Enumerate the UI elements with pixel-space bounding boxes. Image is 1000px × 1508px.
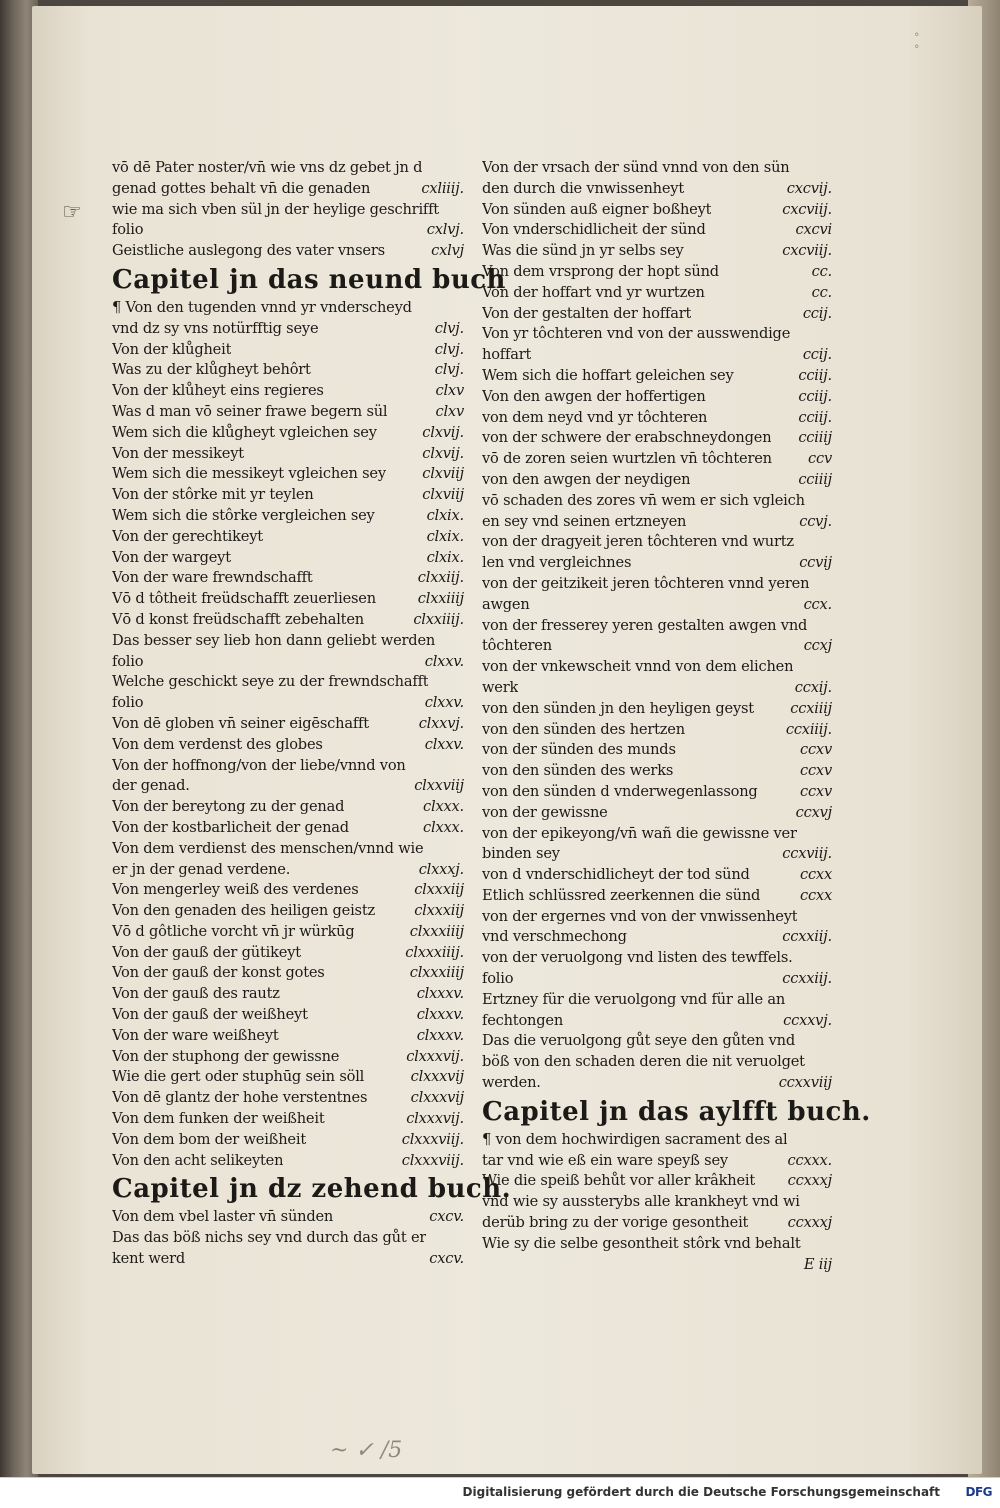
- folio-number: clvj.: [434, 340, 464, 358]
- entry-title: Von der hoffart vnd yr wurtzen: [482, 283, 705, 301]
- entry-title: Wem sich die hoffart geleichen sey: [482, 366, 734, 384]
- chapter-heading: Capitel jn das aylfft buch.: [482, 1096, 871, 1127]
- index-entry: [482, 387, 832, 408]
- index-entry: [482, 241, 832, 262]
- chapter-heading: Capitel jn das neund buch: [112, 264, 506, 295]
- entry-title: hoffart: [482, 346, 532, 364]
- folio-number: cxcv.: [429, 1250, 464, 1268]
- index-entry: [482, 948, 832, 969]
- entry-title: Von dem verdienst des menschen/vnnd wie: [112, 839, 424, 857]
- manicule-icon: ☞: [62, 200, 82, 225]
- entry-title: von der fresserey yeren gestalten awgen vnd: [482, 616, 808, 634]
- entry-title: von den awgen der neydigen: [482, 470, 691, 488]
- index-entry: [112, 158, 464, 179]
- entry-title: er jn der genad verdene.: [112, 860, 291, 878]
- entry-title: Von yr tôchteren vnd von der ausswendige: [482, 325, 791, 343]
- folio-number: cciij.: [798, 366, 832, 384]
- entry-title: vō dē Pater noster/vn̄ wie vns dz gebet jn d: [112, 159, 423, 176]
- index-entry: [482, 1171, 832, 1192]
- entry-title: tôchteren: [482, 637, 552, 655]
- index-entry: [112, 1130, 464, 1151]
- entry-title: Das die veruolgong gůt seye den gůten vnd: [482, 1032, 796, 1050]
- index-entry: [112, 402, 464, 423]
- index-entry: [482, 304, 832, 325]
- index-entry: [482, 470, 832, 491]
- entry-title: Von dem vbel laster vn̄ sünden: [112, 1208, 334, 1226]
- entry-title: Ertzney für die veruolgong vnd für alle an: [482, 990, 786, 1008]
- index-entry: [482, 1192, 832, 1213]
- entry-title: Von der klůheyt eins regieres: [112, 382, 324, 400]
- folio-number: clxxiiij: [417, 590, 464, 608]
- index-entry: [112, 568, 464, 589]
- index-entry: [482, 1151, 832, 1172]
- folio-number: clvj.: [434, 361, 464, 379]
- folio-number: ccxv: [799, 782, 832, 800]
- entry-title: vnd wie sy aussterybs alle krankheyt vnd wi: [482, 1193, 800, 1211]
- entry-title: Das besser sey lieb hon dann geliebt werden: [112, 631, 436, 649]
- folio-number: ccxvj: [795, 803, 832, 821]
- index-entry: [112, 860, 464, 881]
- entry-title: Von der ware frewndschafft: [112, 569, 313, 587]
- folio-number: clxix.: [426, 506, 464, 524]
- index-entry: [112, 506, 464, 527]
- entry-title: von den sünden jn den heyligen geyst: [482, 699, 754, 717]
- index-entry: [112, 179, 464, 200]
- folio-number: ccxviij.: [782, 845, 832, 863]
- folio-number: ccxxxj: [787, 1172, 832, 1190]
- index-entry: [482, 449, 832, 470]
- entry-title: Von der vrsach der sünd vnnd von den sün: [482, 159, 790, 176]
- folio-number: clxviij: [422, 486, 464, 504]
- folio-number: clxviij: [422, 465, 464, 483]
- entry-title: Vō d gôtliche vorcht vn̄ jr würkūg: [112, 922, 355, 940]
- entry-title: Von der wargeyt: [112, 548, 231, 566]
- folio-number: clxxxiij: [414, 881, 464, 899]
- index-entry: [112, 1109, 464, 1130]
- entry-title: Von den awgen der hoffertigen: [482, 387, 706, 405]
- folio-number: ccxx: [799, 866, 832, 884]
- index-entry: [482, 158, 832, 179]
- entry-title: en sey vnd seinen ertzneyen: [482, 512, 687, 530]
- folio-number: ccvj.: [799, 512, 832, 530]
- folio-number: clxxx.: [423, 798, 464, 816]
- entry-title: Wem sich die stôrke vergleichen sey: [112, 506, 375, 524]
- entry-title: von der dragyeit jeren tôchteren vnd wurtz: [482, 533, 794, 551]
- index-entry: [482, 1213, 832, 1234]
- entry-title: Wem sich die messikeyt vgleichen sey: [112, 465, 386, 483]
- margin-note: ° °: [914, 31, 920, 56]
- entry-title: Was d man vō seiner frawe begern sül: [112, 402, 388, 420]
- folio-number: clxxxvij: [410, 1068, 464, 1086]
- entry-title: Von der klůgheit: [112, 340, 232, 358]
- index-entry: [482, 220, 832, 241]
- entry-title: Was die sünd jn yr selbs sey: [482, 242, 684, 260]
- entry-title: Von der bereytong zu der genad: [112, 798, 345, 816]
- entry-title: Vō d konst freüdschafft zebehalten: [112, 610, 364, 628]
- entry-title: von der vnkewscheit vnnd von dem elichen: [482, 658, 794, 676]
- entry-title: Von der gauß der weißheyt: [112, 1006, 308, 1024]
- index-entry: [112, 839, 464, 860]
- folio-number: clxxxvij: [410, 1089, 464, 1107]
- index-entry: [112, 1249, 464, 1270]
- entry-title: werk: [482, 678, 519, 696]
- index-entry: [112, 220, 464, 241]
- folio-number: ccxj: [803, 637, 832, 655]
- entry-title: Von der hoffnong/von der liebe/vnnd von: [112, 756, 406, 774]
- index-entry: [482, 699, 832, 720]
- entry-title: den durch die vnwissenheyt: [482, 179, 684, 197]
- index-entry: [482, 1011, 832, 1032]
- index-entry: [482, 636, 832, 657]
- entry-title: Von der stuphong der gewissne: [112, 1047, 340, 1065]
- folio-number: cciiij: [798, 470, 832, 488]
- entry-title: ¶ von dem hochwirdigen sacrament des al: [482, 1130, 788, 1148]
- folio-number: cc.: [811, 262, 832, 280]
- entry-title: werden.: [482, 1074, 541, 1092]
- index-entry: [112, 880, 464, 901]
- folio-number: ccxxiij.: [782, 970, 832, 988]
- entry-title: Von der gauß der konst gotes: [112, 964, 325, 982]
- index-entry: [482, 1255, 832, 1276]
- entry-title: von der veruolgong vnd listen des tewffels.: [482, 949, 793, 967]
- folio-number: ccxv: [799, 741, 832, 759]
- folio-number: clxxxj.: [418, 860, 464, 878]
- folio-number: clxvij.: [422, 423, 464, 441]
- entry-title: von der schwere der erabschneydongen: [482, 429, 772, 447]
- index-entry: [482, 678, 832, 699]
- entry-title: binden sey: [482, 845, 560, 863]
- entry-title: Von der stôrke mit yr teylen: [112, 486, 314, 504]
- folio-number: clxxv.: [424, 694, 464, 712]
- index-entry: [112, 901, 464, 922]
- folio-number: cciiij: [798, 429, 832, 447]
- folio-number: cxcvi: [795, 221, 832, 239]
- index-entry: [112, 1151, 464, 1172]
- folio-number: ccv: [808, 450, 832, 468]
- folio-number: E iij: [803, 1255, 832, 1273]
- folio-number: ccxxx.: [787, 1151, 832, 1169]
- index-entry: [482, 283, 832, 304]
- index-entry: [482, 969, 832, 990]
- index-entry: [112, 1228, 464, 1249]
- entry-title: folio: [112, 652, 144, 670]
- index-entry: [482, 1031, 832, 1052]
- entry-title: Von dē glantz der hohe verstentnes: [112, 1089, 368, 1107]
- index-entry: [482, 532, 832, 553]
- folio-number: ccxxiij.: [782, 928, 832, 946]
- folio-number: ccx.: [803, 595, 832, 613]
- index-entry: [482, 1052, 832, 1073]
- index-entry: [112, 1067, 464, 1088]
- entry-title: kent werd: [112, 1250, 186, 1268]
- entry-title: folio: [112, 221, 144, 239]
- folio-number: ccxxxj: [787, 1214, 832, 1232]
- entry-title: Von vnderschidlicheit der sünd: [482, 221, 706, 239]
- index-entry: [112, 381, 464, 402]
- index-entry: [482, 262, 832, 283]
- index-entry: [482, 865, 832, 886]
- chapter-heading: Capitel jn dz zehend buch.: [112, 1174, 512, 1205]
- index-entry: [482, 990, 832, 1011]
- entry-title: vō de zoren seien wurtzlen vn̄ tôchteren: [482, 450, 772, 468]
- index-entry: [482, 491, 832, 512]
- entry-title: von der geitzikeit jeren tôchteren vnnd yeren: [482, 574, 810, 592]
- folio-number: clxxxiij: [414, 902, 464, 920]
- entry-title: Von der gestalten der hoffart: [482, 304, 692, 322]
- entry-title: Von dem funken der weißheit: [112, 1110, 325, 1128]
- entry-title: Von sünden auß eigner boßheyt: [482, 200, 712, 218]
- entry-title: Von mengerley weiß des verdenes: [112, 881, 359, 899]
- entry-title: von den sünden des werks: [482, 762, 674, 780]
- entry-title: fechtongen: [482, 1011, 564, 1029]
- index-entry: [112, 610, 464, 631]
- entry-title: folio: [482, 970, 514, 988]
- index-entry: [112, 1047, 464, 1068]
- entry-title: von der sünden des munds: [482, 741, 676, 759]
- folio-number: clxxxiiij: [409, 964, 464, 982]
- entry-title: ¶ Von den tugenden vnnd yr vnderscheyd: [112, 298, 412, 316]
- index-entry: [112, 589, 464, 610]
- folio-number: ccxxviij: [778, 1074, 832, 1092]
- folio-number: ccij.: [802, 346, 832, 364]
- index-entry: [482, 1234, 832, 1255]
- entry-title: Von den acht selikeyten: [112, 1151, 284, 1169]
- folio-number: clxxxviij.: [401, 1130, 464, 1148]
- entry-title: Das das böß nichs sey vnd durch das gůt er: [112, 1229, 427, 1247]
- folio-number: clxix.: [426, 527, 464, 545]
- entry-title: Welche geschickt seye zu der frewndschafft: [112, 673, 429, 691]
- index-entry: [482, 408, 832, 429]
- index-entry: [482, 761, 832, 782]
- entry-title: Von der ware weißheyt: [112, 1026, 279, 1044]
- index-entry: [112, 984, 464, 1005]
- entry-title: Von der gauß des rautz: [112, 985, 280, 1003]
- folio-number: ccxiiij.: [785, 720, 832, 738]
- index-entry: [482, 720, 832, 741]
- index-entry: [482, 345, 832, 366]
- dfg-logo: DFG: [965, 1485, 992, 1499]
- index-entry: [112, 1005, 464, 1026]
- entry-title: vnd dz sy vns notürfftig seye: [112, 319, 319, 337]
- index-entry: [482, 907, 832, 928]
- index-entry: [482, 824, 832, 845]
- folio-number: cxcv.: [429, 1208, 464, 1226]
- index-entry: [112, 298, 464, 319]
- entry-title: Von der kostbarlicheit der genad: [112, 818, 349, 836]
- index-entry: [112, 241, 464, 262]
- index-entry: [482, 574, 832, 595]
- entry-title: von den sünden des hertzen: [482, 720, 685, 738]
- index-entry: [482, 803, 832, 824]
- footer-bar: [0, 1477, 1000, 1508]
- folio-number: clxxviij: [414, 777, 464, 795]
- entry-title: Von der gauß der gütikeyt: [112, 943, 301, 961]
- entry-title: Von dem vrsprong der hopt sünd: [482, 262, 719, 280]
- index-entry: [112, 464, 464, 485]
- index-entry: [112, 735, 464, 756]
- index-entry: [112, 943, 464, 964]
- folio-number: cxlvj: [431, 242, 464, 260]
- folio-number: clxxxvij.: [406, 1047, 464, 1065]
- index-entry: [112, 922, 464, 943]
- index-entry: [482, 1073, 832, 1094]
- index-entry: [112, 631, 464, 652]
- entry-title: Vō d tôtheit freüdschafft zeuerliesen: [112, 590, 376, 608]
- folio-number: clxxxiiij.: [405, 943, 464, 961]
- folio-number: cciij.: [798, 408, 832, 426]
- folio-number: clxix.: [426, 548, 464, 566]
- folio-number: cxcviij.: [782, 200, 832, 218]
- entry-title: Von der messikeyt: [112, 444, 244, 462]
- entry-title: Wie die gert oder stuphūg sein söll: [112, 1068, 365, 1086]
- entry-title: von der gewissne: [482, 803, 608, 821]
- index-entry: [112, 756, 464, 777]
- index-entry: [482, 1130, 832, 1151]
- folio-number: clxxx.: [423, 818, 464, 836]
- footer-credit: Digitalisierung gefördert durch die Deutsche Forschungsgemeinschaft: [462, 1485, 940, 1499]
- folio-number: clvj.: [434, 319, 464, 337]
- index-entry: [112, 1088, 464, 1109]
- index-entry: [112, 527, 464, 548]
- entry-title: Von dem bom der weißheit: [112, 1130, 306, 1148]
- entry-title: len vnd vergleichnes: [482, 554, 632, 572]
- index-entry: [112, 200, 464, 221]
- folio-number: clxxvj.: [418, 714, 464, 732]
- entry-title: von dem neyd vnd yr tôchteren: [482, 408, 708, 426]
- entry-title: Wie die speiß behůt vor aller krâkheit: [482, 1172, 756, 1190]
- entry-title: Von der gerechtikeyt: [112, 527, 263, 545]
- index-entry: [112, 797, 464, 818]
- entry-title: vnd verschmechong: [482, 928, 627, 946]
- folio-number: clxv: [435, 402, 464, 420]
- entry-title: genad gottes behalt vn̄ die genaden: [112, 179, 371, 197]
- index-entry: [112, 444, 464, 465]
- folio-number: clxxiiij.: [413, 610, 464, 628]
- entry-title: Geistliche auslegong des vater vnsers: [112, 242, 385, 260]
- folio-number: ccij.: [802, 304, 832, 322]
- index-entry: [112, 672, 464, 693]
- entry-title: wie ma sich vben sül jn der heylige geschrifft: [112, 200, 439, 218]
- entry-title: böß von den schaden deren die nit veruolget: [482, 1053, 805, 1071]
- index-entry: [482, 179, 832, 200]
- entry-title: tar vnd wie eß ein ware speyß sey: [482, 1151, 728, 1169]
- index-entry: [482, 844, 832, 865]
- index-entry: [112, 340, 464, 361]
- index-entry: [112, 693, 464, 714]
- index-entry: [112, 714, 464, 735]
- index-entry: [112, 423, 464, 444]
- index-entry: [112, 548, 464, 569]
- index-entry: [112, 319, 464, 340]
- folio-number: ccxv: [799, 762, 832, 780]
- entry-title: der genad.: [112, 777, 190, 795]
- entry-title: derüb bring zu der vorige gesontheit: [482, 1214, 749, 1232]
- index-entry: [112, 1207, 464, 1228]
- entry-title: Von den genaden des heiligen geistz: [112, 902, 375, 920]
- index-entry: [482, 200, 832, 221]
- index-entry: [112, 1026, 464, 1047]
- entry-title: vō schaden des zores vn̄ wem er sich vgleich: [482, 491, 805, 509]
- folio-number: clxxxiiij: [409, 922, 464, 940]
- index-entry: [482, 616, 832, 637]
- handwritten-scribble: ~ ✓ /5: [330, 1438, 403, 1463]
- folio-number: clxxxv.: [416, 1006, 464, 1024]
- index-entry: [112, 776, 464, 797]
- folio-number: clxxxvij.: [406, 1110, 464, 1128]
- index-entry: [482, 927, 832, 948]
- folio-number: ccvij: [799, 554, 832, 572]
- folio-number: clxxxviij.: [401, 1151, 464, 1169]
- index-entry: [482, 512, 832, 533]
- folio-number: clxxiij.: [417, 569, 464, 587]
- index-entry: [482, 740, 832, 761]
- entry-title: Was zu der klůgheyt behôrt: [112, 361, 311, 379]
- index-entry: [482, 657, 832, 678]
- entry-title: von d vnderschidlicheyt der tod sünd: [482, 866, 750, 884]
- entry-title: von der ergernes vnd von der vnwissenheyt: [482, 907, 798, 925]
- folio-number: cxlvj.: [426, 221, 464, 239]
- index-entry: [112, 360, 464, 381]
- folio-number: cciij.: [798, 387, 832, 405]
- index-entry: [112, 818, 464, 839]
- entry-title: awgen: [482, 595, 530, 613]
- index-entry: [482, 553, 832, 574]
- index-entry: [482, 595, 832, 616]
- folio-number: cxcvij.: [786, 179, 832, 197]
- folio-number: cxliiij.: [421, 179, 464, 197]
- entry-title: Wem sich die klůgheyt vgleichen sey: [112, 423, 377, 441]
- index-entry: [482, 324, 832, 345]
- entry-title: Wie sy die selbe gesontheit stôrk vnd behalt: [482, 1234, 801, 1252]
- folio-number: ccxiiij: [790, 699, 832, 717]
- index-entry: [112, 652, 464, 673]
- folio-number: ccxij.: [794, 678, 832, 696]
- entry-title: von der epikeyong/vn̄ wañ die gewissne ver: [482, 824, 797, 842]
- folio-number: clxxv.: [424, 652, 464, 670]
- folio-number: clxxxv.: [416, 1026, 464, 1044]
- folio-number: cxcviij.: [782, 242, 832, 260]
- folio-number: clxxv.: [424, 735, 464, 753]
- folio-number: clxxxv.: [416, 985, 464, 1003]
- folio-number: clxv: [435, 382, 464, 400]
- index-entry: [482, 366, 832, 387]
- entry-title: folio: [112, 694, 144, 712]
- index-entry: [482, 782, 832, 803]
- folio-number: ccxx: [799, 886, 832, 904]
- index-entry: [112, 485, 464, 506]
- entry-title: von den sünden d vnderwegenlassong: [482, 782, 758, 800]
- folio-number: ccxxvj.: [783, 1011, 832, 1029]
- right-column: [482, 158, 871, 1275]
- entry-title: Von dem verdenst des globes: [112, 735, 323, 753]
- folio-number: cc.: [811, 283, 832, 301]
- index-entry: [112, 963, 464, 984]
- folio-number: clxvij.: [422, 444, 464, 462]
- entry-title: Etlich schlüssred zeerkennen die sünd: [482, 886, 761, 904]
- entry-title: Von dē globen vn̄ seiner eigēschafft: [112, 714, 369, 732]
- index-entry: [482, 428, 832, 449]
- index-entry: [482, 886, 832, 907]
